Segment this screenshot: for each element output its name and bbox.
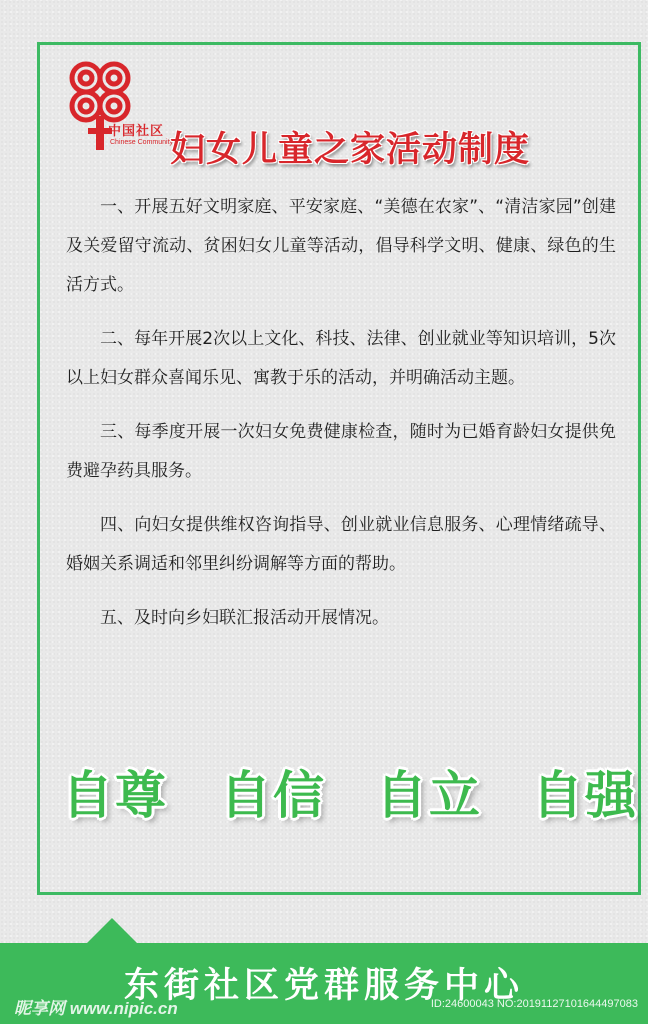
slogan-self-reliance: 自立 [376, 767, 483, 826]
slogan-row [62, 754, 642, 824]
slogan-self-respect: 自尊 [62, 767, 169, 826]
slogan-self-confidence: 自信 [220, 767, 327, 826]
footer-notch [86, 918, 138, 944]
watermark-site: 昵享网 www.nipic.cn [14, 999, 178, 1018]
page-title: 妇女儿童之家活动制度 [170, 129, 531, 170]
logo-subtext: Chinese Community [110, 139, 174, 146]
rules-body [66, 188, 616, 653]
logo-text: 中国社区 [108, 124, 165, 139]
watermark-id: ID:24600043 NO:20191127101644497083 [430, 998, 638, 1010]
rule-paragraph-1: 一、开展五好文明家庭、平安家庭、“美德在农家”、“清洁家园”创建及关爱留守流动、贫困妇女儿童等活动，倡导科学文明、健康、绿色的生活方式。 [66, 197, 616, 295]
footer-title: 东街社区党群服务中心 [123, 966, 524, 1006]
rule-paragraph-5: 五、及时向乡妇联汇报活动开展情况。 [100, 608, 389, 628]
slogan-self-strengthening: 自强 [532, 767, 639, 826]
rule-paragraph-3: 三、每季度开展一次妇女免费健康检查，随时为已婚育龄妇女提供免费避孕药具服务。 [66, 422, 616, 481]
rule-paragraph-2: 二、每年开展2次以上文化、科技、法律、创业就业等知识培训，5次以上妇女群众喜闻乐见、寓教于乐的活动，并明确活动主题。 [66, 329, 616, 388]
rule-paragraph-4: 四、向妇女提供维权咨询指导、创业就业信息服务、心理情绪疏导、婚姻关系调适和邻里纠纷调解等方面的帮助。 [66, 515, 616, 574]
